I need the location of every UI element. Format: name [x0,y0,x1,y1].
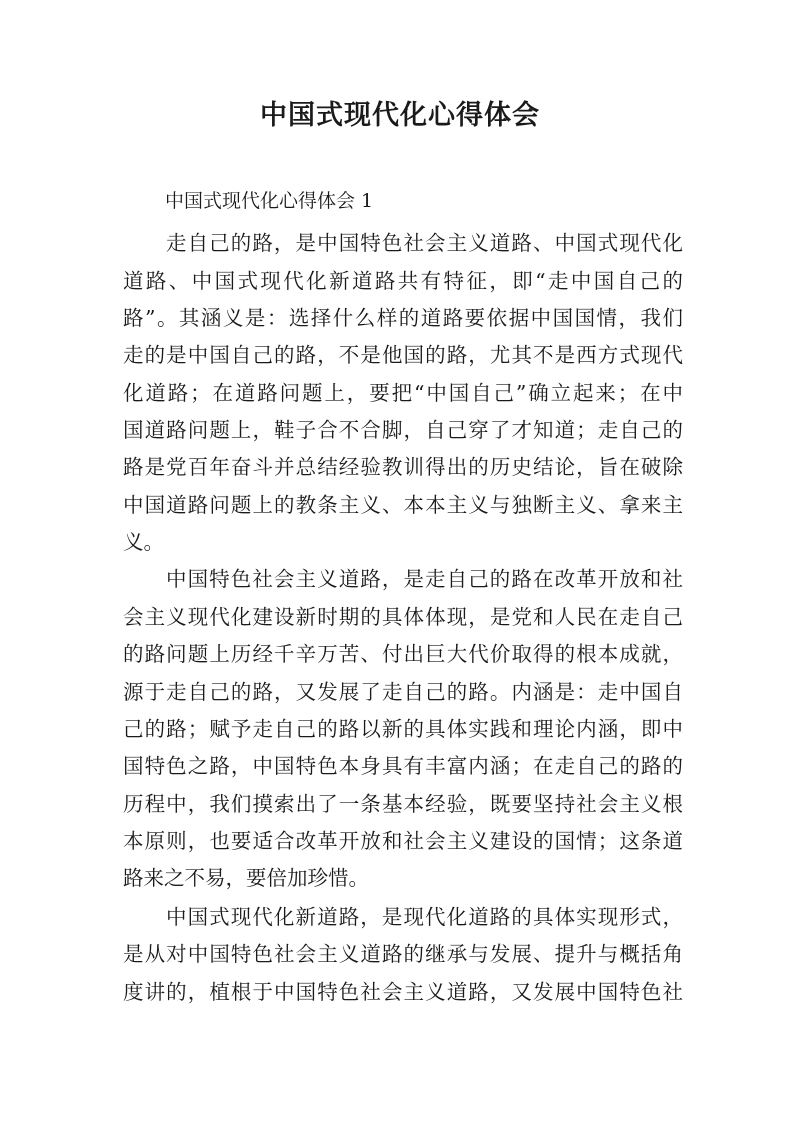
section-subtitle: 中国式现代化心得体会 1 [165,190,374,212]
paragraph-2-line-4: 源于走自己的路，又发展了走自己的路。内涵是：走中国自 [123,680,683,704]
paragraph-2-line-6: 国特色之路，中国特色本身具有丰富内涵；在走自己的路的 [123,754,683,778]
paragraph-3-line-3: 度讲的，植根于中国特色社会主义道路，又发展中国特色社 [123,980,683,1004]
paragraph-3-line-2: 是从对中国特色社会主义道路的继承与发展、提升与概括角 [123,942,683,966]
paragraph-2-line-5: 己的路；赋予走自己的路以新的具体实践和理论内涵，即中 [123,717,683,741]
paragraph-1-line-6: 国道路问题上，鞋子合不合脚，自己穿了才知道；走自己的 [123,418,683,442]
paragraph-1-line-4: 走的是中国自己的路，不是他国的路，尤其不是西方式现代 [123,343,683,367]
paragraph-1-line-7: 路是党百年奋斗并总结经验教训得出的历史结论，旨在破除 [123,455,683,479]
paragraph-2-line-1: 中国特色社会主义道路，是走自己的路在改革开放和社 [166,567,683,591]
paragraph-2-line-8: 本原则，也要适合改革开放和社会主义建设的国情；这条道 [123,829,683,853]
paragraph-2-line-7: 历程中，我们摸索出了一条基本经验，既要坚持社会主义根 [123,792,683,816]
paragraph-2-line-9: 路来之不易，要倍加珍惜。 [123,866,369,890]
paragraph-3-line-1: 中国式现代化新道路，是现代化道路的具体实现形式， [166,905,683,929]
paragraph-1-line-1: 走自己的路，是中国特色社会主义道路、中国式现代化 [166,231,683,255]
paragraph-1-line-2: 道路、中国式现代化新道路共有特征，即“走中国自己的 [123,269,683,293]
paragraph-1-line-5: 化道路；在道路问题上，要把“中国自己”确立起来；在中 [123,381,683,405]
paragraph-2-line-2: 会主义现代化建设新时期的具体体现，是党和人民在走自己 [123,605,683,629]
paragraph-1-line-8: 中国道路问题上的教条主义、本本主义与独断主义、拿来主 [123,493,683,517]
paragraph-2-line-3: 的路问题上历经千辛万苦、付出巨大代价取得的根本成就， [123,642,683,666]
document-title: 中国式现代化心得体会 [260,100,540,131]
paragraph-1-line-3: 路”。其涵义是：选择什么样的道路要依据中国国情，我们 [123,306,683,330]
paragraph-1-line-9: 义。 [123,530,164,554]
